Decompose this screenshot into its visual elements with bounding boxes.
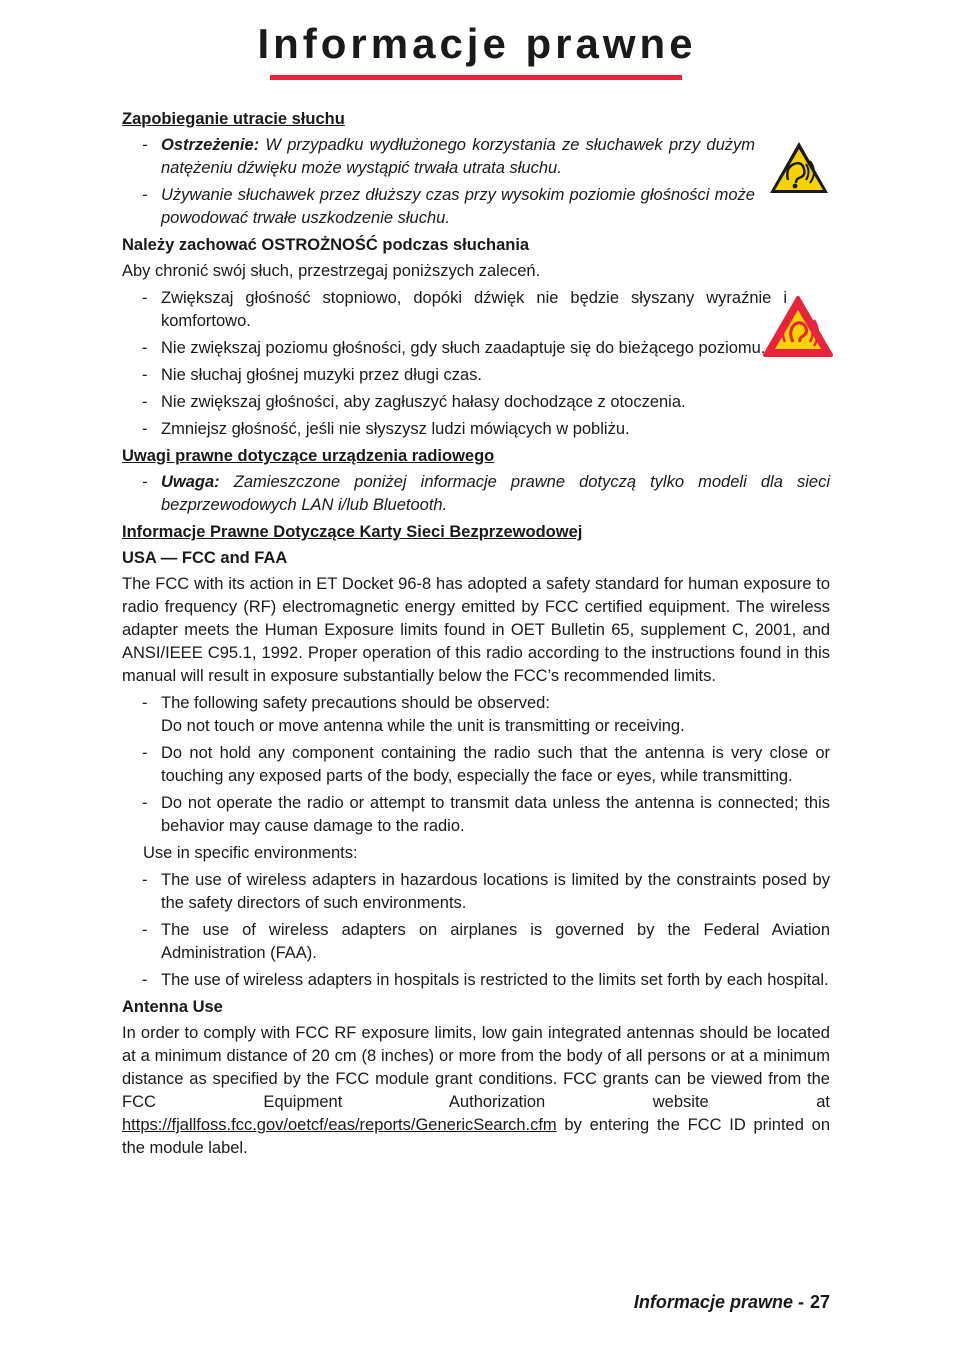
- section-heading-antenna-use: Antenna Use: [122, 998, 223, 1016]
- page-footer: [634, 1292, 830, 1313]
- page-number: 27: [809, 1292, 830, 1312]
- document-body: [122, 108, 830, 1164]
- radio-notes-list: [122, 471, 830, 517]
- list-item: - Zmniejsz głośność, jeśli nie słyszysz ludzi mówiących w pobliżu.: [122, 418, 830, 441]
- list-item: - Nie zwiększaj poziomu głośności, gdy słuch zaadaptuje się do bieżącego poziomu.: [122, 337, 787, 360]
- list-item: - Zwiększaj głośność stopniowo, dopóki dźwięk nie będzie słyszany wyraźnie i komfortowo.: [122, 287, 787, 333]
- safety-precautions-list: [122, 692, 830, 838]
- list-item: - The use of wireless adapters on airplanes is governed by the Federal Aviation Administration (FAA).: [122, 919, 830, 965]
- list-item: - Używanie słuchawek przez dłuższy czas przy wysokim poziomie głośności może powodować trwałe uszkodzenie słuchu.: [122, 184, 755, 230]
- note-label: Uwaga:: [161, 473, 220, 491]
- section-heading-caution: Należy zachować OSTROŻNOŚĆ podczas słuchania: [122, 236, 530, 254]
- environments-list: [122, 869, 830, 992]
- antenna-paragraph: In order to comply with FCC RF exposure limits, low gain integrated antennas should be located at a minimum distance of 20 cm (8 inches) or more from the body of all persons or at a minimum distance as specified by the FCC module grant conditions. FCC grants can be viewed from the FCC Equipment Authorization website at https://fjallfoss.fcc.gov/oetcf/eas/reports/GenericSearch.cfm by entering the FCC ID printed on the module label.: [122, 1024, 830, 1157]
- caution-intro: Aby chronić swój słuch, przestrzegaj poniższych zaleceń.: [122, 262, 541, 280]
- title-underline: [270, 75, 682, 80]
- subheading-usa-fcc-faa: USA — FCC and FAA: [122, 549, 288, 567]
- page-title: Informacje prawne: [257, 20, 697, 67]
- list-item: - The following safety precautions should be observed: Do not touch or move antenna while the unit is transmitting or receiving.: [122, 692, 830, 738]
- section-heading-hearing-loss: Zapobieganie utracie słuchu: [122, 110, 345, 128]
- list-item: - Ostrzeżenie: W przypadku wydłużonego korzystania ze słuchawek przy dużym natężeniu dźwięku może wystąpić trwała utrata słuchu.: [122, 134, 755, 180]
- section-heading-wireless-card: Informacje Prawne Dotyczące Karty Sieci Bezprzewodowej: [122, 523, 583, 541]
- section-heading-radio-notes: Uwagi prawne dotyczące urządzenia radiowego: [122, 447, 495, 465]
- footer-label: Informacje prawne -: [633, 1292, 804, 1312]
- list-item: - Do not operate the radio or attempt to transmit data unless the antenna is connected; this behavior may cause damage to the radio.: [122, 792, 830, 838]
- list-item: - Nie zwiększaj głośności, aby zagłuszyć hałasy dochodzące z otoczenia.: [122, 391, 830, 414]
- list-item: - The use of wireless adapters in hospitals is restricted to the limits set forth by each hospital.: [122, 969, 830, 992]
- fcc-search-link[interactable]: https://fjallfoss.fcc.gov/oetcf/eas/reports/GenericSearch.cfm: [122, 1116, 557, 1134]
- list-item: - Nie słuchaj głośnej muzyki przez długi czas.: [122, 364, 830, 387]
- environments-intro: Use in specific environments:: [143, 844, 358, 862]
- caution-list: [122, 287, 830, 441]
- list-item: - Uwaga: Zamieszczone poniżej informacje prawne dotyczą tylko modeli dla sieci bezprzewodowych LAN i/lub Bluetooth.: [122, 471, 830, 517]
- hearing-loss-list: [122, 134, 755, 230]
- list-item: - The use of wireless adapters in hazardous locations is limited by the constraints posed by the safety directors of such environments.: [122, 869, 830, 915]
- fcc-paragraph: The FCC with its action in ET Docket 96-8 has adopted a safety standard for human exposure to radio frequency (RF) electromagnetic energy emitted by FCC certified equipment. The wireless adapter meets the Human Exposure limits found in OET Bulletin 65, supplement C, 2001, and ANSI/IEEE C95.1, 1992. Proper operation of this radio according to the instructions found in this manual will result in exposure substantially below the FCC’s recommended limits.: [122, 575, 830, 685]
- list-item: - Do not hold any component containing the radio such that the antenna is very close or touching any exposed parts of the body, especially the face or eyes, while transmitting.: [122, 742, 830, 788]
- warning-label: Ostrzeżenie:: [161, 136, 260, 154]
